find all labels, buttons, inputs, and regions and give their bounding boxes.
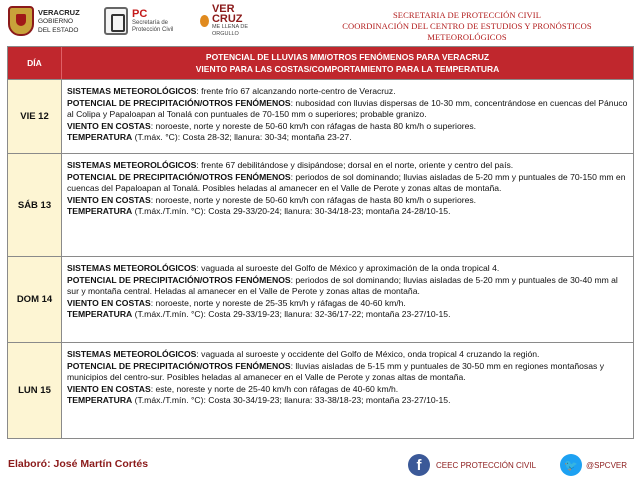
potencial-text: : nubosidad con lluvias dispersas de 10-30 mm, concentrándose en cuencas del Pánuco al Colipa y Papaloapan al Tonalá con puntuales de 70-150 mm o superiores; probable granizo. xyxy=(67,97,628,119)
logo2-line1: Secretaría de xyxy=(132,19,169,26)
logo2-line2: Protección Civil xyxy=(132,26,174,33)
label-sistemas: SISTEMAS METEOROLÓGICOS xyxy=(67,86,197,96)
forecast-cell xyxy=(62,257,633,342)
table-header xyxy=(8,47,633,79)
column-header-day: DÍA xyxy=(8,47,62,79)
viento-text: : noroeste, norte y noreste de 50-60 km/h con ráfagas de hasta 80 km/h o superiores. xyxy=(150,120,477,131)
viento-text: : noroeste, norte y noreste de 25-35 km/h y ráfagas de 40-60 km/h. xyxy=(150,297,406,308)
forecast-cell xyxy=(62,154,633,256)
potencial-text: : periodos de sol dominando; lluvias aisladas de 5-20 mm y puntuales de 30-40 mm al sur y montaña central. Heladas al amanecer en el Valle de Perote y zonas altas de montaña. xyxy=(67,274,618,296)
author-credit: Elaboró: José Martín Cortés xyxy=(8,458,149,470)
twitter-icon: 🐦 xyxy=(560,454,582,476)
table-row xyxy=(8,153,633,256)
label-potencial: POTENCIAL DE PRECIPITACIÓN/OTROS FENÓMENOS xyxy=(67,97,291,108)
page-header xyxy=(0,0,640,44)
pc-emblem-icon xyxy=(104,7,128,35)
column-header-forecast xyxy=(62,47,633,79)
veracruz-orgullo-logo xyxy=(200,4,260,38)
label-potencial: POTENCIAL DE PRECIPITACIÓN/OTROS FENÓMENOS xyxy=(67,171,291,182)
day-cell: LUN 15 xyxy=(8,343,62,438)
label-potencial: POTENCIAL DE PRECIPITACIÓN/OTROS FENÓMENOS xyxy=(67,360,291,371)
facebook-link[interactable] xyxy=(408,454,536,476)
column-header-line1: POTENCIAL DE LLUVIAS MM/OTROS FENÓMENOS PARA VERACRUZ xyxy=(205,52,490,62)
viento-text: : noroeste, norte y noreste de 50-60 km/h con ráfagas de hasta 80 km/h o superiores. xyxy=(150,194,477,205)
sistemas-text: : vaguada al suroeste del Golfo de México y aproximación de la onda tropical 4. xyxy=(196,263,500,273)
logo1-line1: GOBIERNO xyxy=(38,17,74,25)
label-viento: VIENTO EN COSTAS xyxy=(67,120,151,131)
potencial-text: : periodos de sol dominando; lluvias aisladas de 5-20 mm y puntuales de 70-150 mm en cuencas del Papaloapan al Tonalá. Posibles heladas al amanecer en el Valle de Perote y zonas altas de montaña. xyxy=(67,171,626,193)
table-row xyxy=(8,342,633,438)
label-viento: VIENTO EN COSTAS xyxy=(67,194,151,205)
sistemas-text: : frente 67 debilitándose y disipándose; dorsal en el norte, oriente y centro del país. xyxy=(196,160,514,170)
label-temperatura: TEMPERATURA xyxy=(67,309,133,319)
logo2-title: PC xyxy=(132,7,148,20)
day-cell: VIE 12 xyxy=(8,80,62,153)
label-sistemas: SISTEMAS METEOROLÓGICOS xyxy=(67,263,197,273)
viento-text: : este, noreste y norte de 25-40 km/h con ráfagas de 40-60 km/h. xyxy=(150,383,399,394)
label-sistemas: SISTEMAS METEOROLÓGICOS xyxy=(67,160,197,170)
day-cell: DOM 14 xyxy=(8,257,62,342)
sistemas-text: : frente frío 67 alcanzando norte-centro de Veracruz. xyxy=(196,86,396,96)
day-cell: SÁB 13 xyxy=(8,154,62,256)
label-viento: VIENTO EN COSTAS xyxy=(67,383,151,394)
label-temperatura: TEMPERATURA xyxy=(67,206,133,216)
proteccion-civil-logo xyxy=(104,4,196,38)
table-row xyxy=(8,256,633,342)
sun-icon xyxy=(200,15,209,27)
logo3-line1: ME LLENA DE ORGULLO xyxy=(211,24,249,37)
state-shield-icon xyxy=(8,6,34,36)
temperatura-text: (T.máx. °C): Costa 28-32; llanura: 30-34; montaña 23-27. xyxy=(132,132,352,142)
label-potencial: POTENCIAL DE PRECIPITACIÓN/OTROS FENÓMENOS xyxy=(67,274,291,285)
logo1-line2: DEL ESTADO xyxy=(38,26,79,34)
label-temperatura: TEMPERATURA xyxy=(67,132,133,142)
header-title-line1: SECRETARIA DE PROTECCIÓN CIVIL xyxy=(392,10,541,20)
facebook-icon: f xyxy=(408,454,430,476)
logo3-title2: CRUZ xyxy=(211,13,243,25)
twitter-handle: @SPCVER xyxy=(586,460,628,470)
forecast-cell xyxy=(62,343,633,438)
veracruz-government-logo xyxy=(8,4,100,38)
label-temperatura: TEMPERATURA xyxy=(67,395,133,405)
sistemas-text: : vaguada al suroeste y occidente del Golfo de México, onda tropical 4 cruzando la región. xyxy=(196,349,540,359)
potencial-text: : lluvias aisladas de 5-15 mm y puntuales de 30-50 mm en regiones montañosas y municipios del centro-sur. Posibles heladas al amanecer en el Valle de Perote y zonas altas de montaña. xyxy=(67,360,604,382)
facebook-handle: CEEC PROTECCIÓN CIVIL xyxy=(436,460,537,470)
twitter-link[interactable] xyxy=(560,454,627,476)
label-viento: VIENTO EN COSTAS xyxy=(67,297,151,308)
temperatura-text: (T.máx./T.mín. °C): Costa 30-34/19-23; llanura: 33-38/18-23; montaña 23-27/10-15. xyxy=(132,395,451,405)
label-sistemas: SISTEMAS METEOROLÓGICOS xyxy=(67,349,197,359)
table-row xyxy=(8,79,633,153)
forecast-cell xyxy=(62,80,633,153)
logo3-title1: VER xyxy=(211,3,235,15)
column-header-line2: VIENTO PARA LAS COSTAS/COMPORTAMIENTO PARA LA TEMPERATURA xyxy=(195,64,500,74)
logo1-title: VERACRUZ xyxy=(38,7,80,17)
page-footer xyxy=(0,450,640,480)
header-title-line2: COORDINACIÓN DEL CENTRO DE ESTUDIOS Y PRONÓSTICOS METEOROLÓGICOS xyxy=(342,21,592,42)
header-title-block xyxy=(302,10,632,43)
temperatura-text: (T.máx./T.mín. °C): Costa 29-33/20-24; llanura: 30-34/18-23; montaña 24-28/10-15. xyxy=(132,206,451,216)
temperatura-text: (T.máx./T.mín. °C): Costa 29-33/19-23; llanura: 32-36/17-22; montaña 23-27/10-15. xyxy=(132,309,451,319)
forecast-table xyxy=(7,46,634,439)
